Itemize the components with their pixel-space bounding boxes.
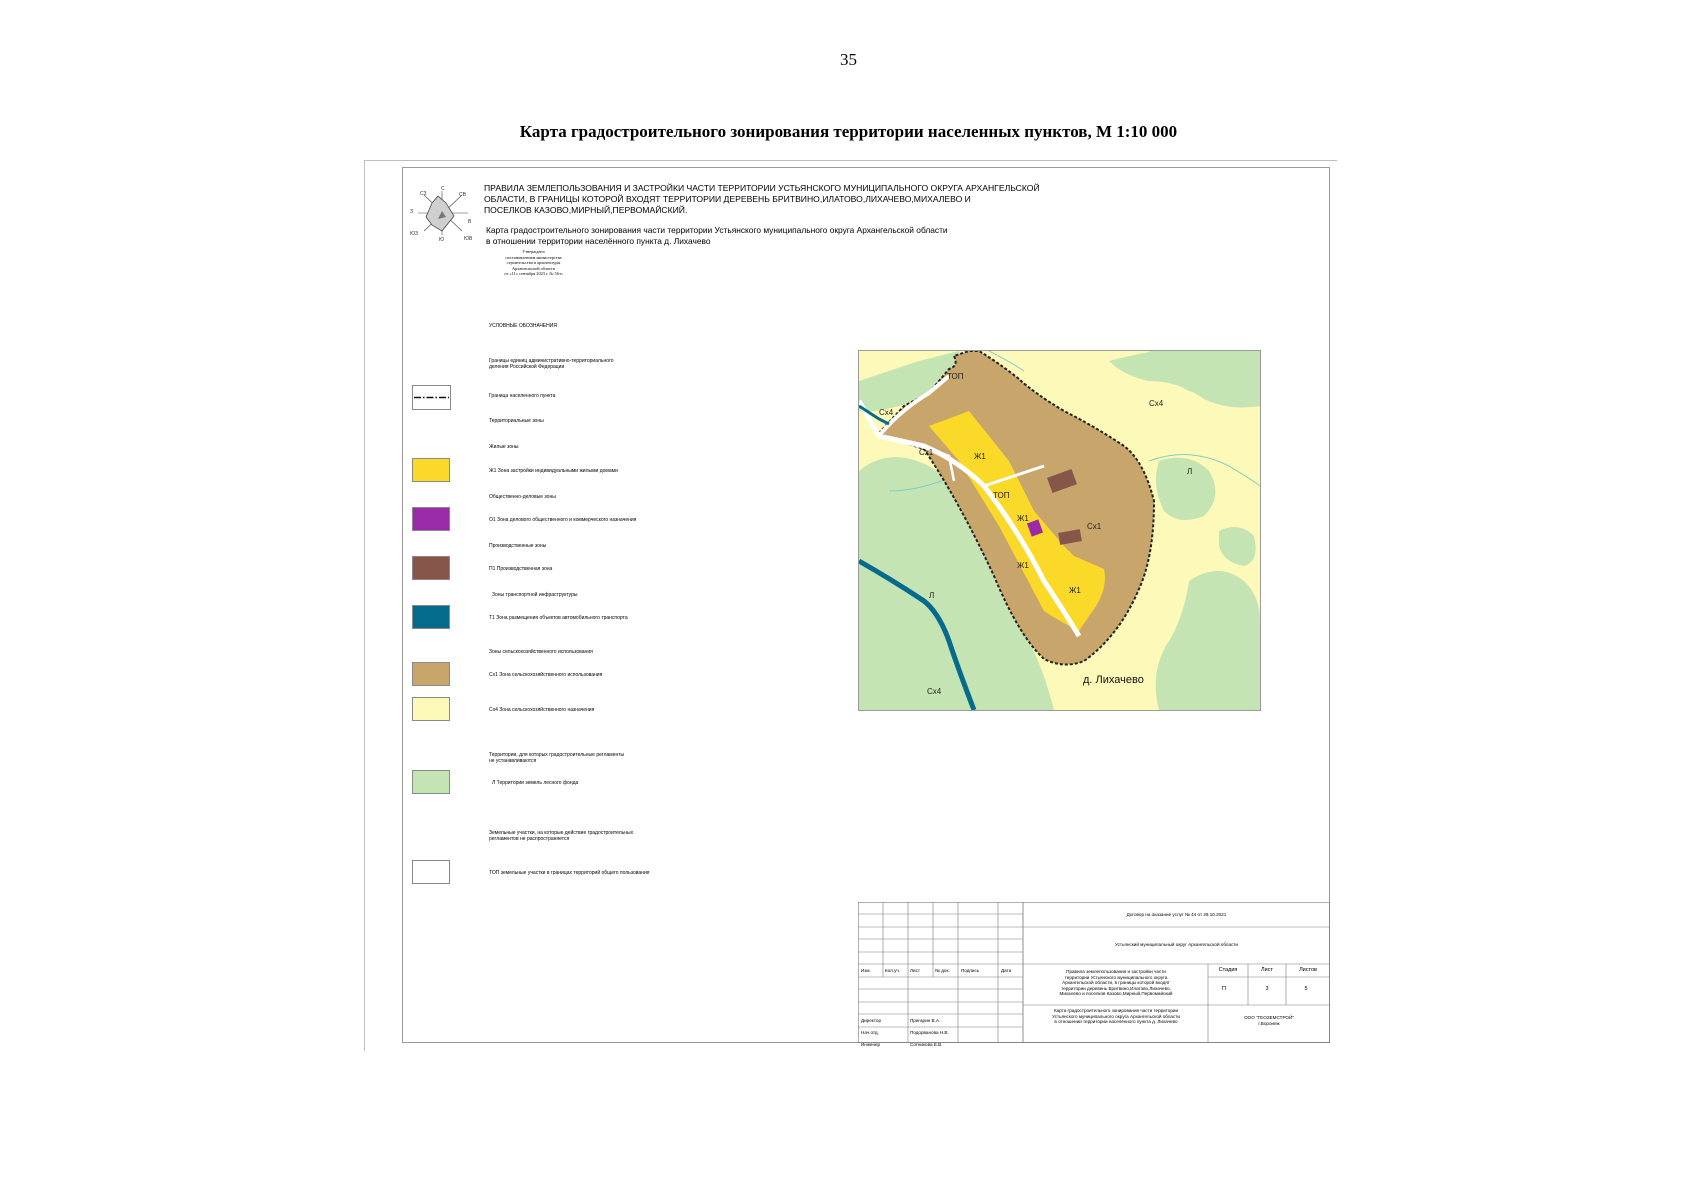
map-label: Сх1 bbox=[1087, 522, 1102, 531]
legend-text: регламентов не распространяется bbox=[489, 836, 570, 842]
map-label: ТОП bbox=[993, 491, 1010, 500]
compass-e: В bbox=[468, 219, 472, 225]
project-title-line: Правила землепользования и застройки части bbox=[1066, 969, 1166, 974]
district-text: Устьянский муниципальный округ Архангельской области bbox=[1115, 942, 1238, 947]
legend-text: Территории, для которых градостроительные регламенты bbox=[489, 752, 625, 758]
name-director: Пригарин В.А. bbox=[910, 1018, 941, 1023]
legend-not-applied bbox=[489, 830, 633, 842]
legend-forest: Л Территории земель лесного фонда bbox=[492, 780, 579, 786]
legend-admin-boundaries bbox=[489, 358, 614, 370]
sheets-value: 5 bbox=[1304, 986, 1308, 992]
project-title bbox=[1026, 969, 1206, 997]
rules-title bbox=[484, 183, 1064, 216]
approval-line: Утверждено bbox=[522, 249, 545, 254]
name-head: Подорванова Н.В. bbox=[910, 1030, 949, 1035]
col-header-date: Дата bbox=[1001, 968, 1012, 973]
legend-text: деления Российской Федерации bbox=[489, 364, 565, 370]
sheets-header: Листов bbox=[1299, 967, 1317, 973]
approval-line: от «11» сентября 2023 г. № 56-п bbox=[504, 271, 563, 277]
compass-rose-icon bbox=[408, 183, 478, 245]
compass-nw: СЗ bbox=[420, 191, 427, 197]
village-label: д. Лихачево bbox=[1083, 674, 1144, 686]
map-title-stamp bbox=[1026, 1008, 1206, 1025]
rules-title-line: ОБЛАСТИ, В ГРАНИЦЫ КОТОРОЙ ВХОДЯТ ТЕРРИТОРИИ ДЕРЕВЕНЬ БРИТВИНО,ИЛАТОВО,ЛИХАЧЕВО,МИХАЛЕВО И bbox=[484, 194, 971, 204]
compass-ne: СВ bbox=[459, 192, 466, 198]
legend-sx4: Сх4 Зона сельскохозяйственного назначения bbox=[489, 707, 595, 713]
legend-text: Земельные участки, на которые действие градостроительных bbox=[489, 830, 634, 836]
map-label: Ж1 bbox=[1017, 561, 1029, 570]
page-title: Карта градостроительного зонирования территории населенных пунктов, М 1:10 000 bbox=[519, 122, 1178, 141]
legend-production-zones: Производственные зоны bbox=[489, 543, 547, 549]
legend-public-business-zones: Общественно-деловые зоны bbox=[489, 494, 556, 500]
swatch-t1 bbox=[412, 605, 450, 629]
project-title-line: территории деревень Бритвино,Илатово,Лихачево, bbox=[1061, 985, 1171, 991]
compass-s: Ю bbox=[439, 237, 445, 243]
legend-text: не устанавливаются bbox=[489, 758, 537, 764]
map-label: Ж1 bbox=[974, 452, 986, 461]
swatch-p1 bbox=[412, 556, 450, 580]
col-header-count: Кол.уч. bbox=[885, 968, 901, 973]
legend-sx1: Сх1 Зона сельскохозяйственного использования bbox=[489, 672, 603, 678]
map-subtitle-line: в отношении территории населённого пункта д. Лихачево bbox=[486, 235, 711, 246]
legend-residential-zones: Жилые зоны bbox=[489, 444, 519, 450]
swatch-forest bbox=[412, 770, 450, 794]
col-header-signature: Подпись bbox=[961, 968, 980, 973]
organization-line: г.Воронеж bbox=[1258, 1020, 1280, 1026]
legend-heading: УСЛОВНЫЕ ОБОЗНАЧЕНИЯ bbox=[489, 323, 557, 329]
map-label: Ж1 bbox=[1069, 586, 1081, 595]
approval-line: постановлением министерства bbox=[505, 254, 562, 260]
settlement-boundary-swatch bbox=[412, 385, 451, 410]
map-label: Л bbox=[929, 591, 935, 600]
map-label: Л bbox=[1187, 467, 1193, 476]
swatch-sx1 bbox=[412, 662, 450, 686]
compass-sw: ЮЗ bbox=[410, 231, 419, 237]
sheet-header: Лист bbox=[1261, 967, 1273, 973]
approval-line: Архангельской области bbox=[512, 265, 555, 271]
zoning-map[interactable] bbox=[858, 350, 1261, 711]
swatch-zh1 bbox=[412, 458, 450, 482]
map-label: Ж1 bbox=[1017, 514, 1029, 523]
swatch-o1 bbox=[412, 507, 450, 531]
page-number: 35 bbox=[840, 50, 857, 69]
title-block bbox=[858, 902, 1330, 1047]
rules-title-line: ПРАВИЛА ЗЕМЛЕПОЛЬЗОВАНИЯ И ЗАСТРОЙКИ ЧАСТИ ТЕРРИТОРИИ УСТЬЯНСКОГО МУНИЦИПАЛЬНОГО ОКРУГА АРХАНГЕЛЬСКОЙ bbox=[484, 183, 1040, 193]
col-header-change: Изм. bbox=[861, 968, 871, 973]
contract-text: Договор на оказание услуг № 44 от 29.10.2021 bbox=[1126, 912, 1227, 917]
project-title-line: территории Устьянского муниципального округа bbox=[1064, 974, 1168, 980]
map-subtitle bbox=[486, 225, 1006, 246]
col-header-sheet: Лист bbox=[910, 968, 920, 973]
map-title-line: в отношении территории населённого пункта д. Лихачево bbox=[1054, 1019, 1178, 1025]
legend-transport-zones: Зоны транспортной инфраструктуры bbox=[492, 592, 578, 598]
legend-agri-zones: Зоны сельскохозяйственного использования bbox=[489, 649, 593, 655]
legend-text: Границы единиц административно-территориального bbox=[489, 358, 614, 364]
compass-se: ЮВ bbox=[464, 236, 473, 242]
legend-o1: О1 Зона делового общественного и коммерческого назначения bbox=[489, 517, 637, 523]
sheet-value: 3 bbox=[1265, 986, 1269, 992]
legend-zh1: Ж1 Зона застройки индивидуальными жилыми домами bbox=[489, 468, 618, 474]
project-title-line: Архангельской области, в границы которой входят bbox=[1062, 980, 1170, 986]
rules-title-line: ПОСЕЛКОВ КАЗОВО,МИРНЫЙ,ПЕРВОМАЙСКИЙ. bbox=[484, 205, 688, 215]
name-engineer: Сотникова Е.В. bbox=[910, 1042, 943, 1047]
map-label: Сх4 bbox=[927, 687, 942, 696]
project-title-line: Михалево и поселков Казово,Мирный,Первомайский bbox=[1059, 991, 1173, 997]
swatch-top bbox=[412, 860, 450, 884]
map-subtitle-line: Карта градостроительного зонирования части территории Устьянского муниципального округа Архангельской области bbox=[486, 225, 948, 235]
legend-top: ТОП земельные участки в границах территорий общего пользования bbox=[489, 870, 650, 876]
col-header-doc: № док. bbox=[935, 968, 950, 973]
role-engineer: Инженер bbox=[861, 1042, 881, 1047]
organization-line: ООО "ГЕОЗЕМСТРОЙ" bbox=[1244, 1015, 1294, 1020]
stage-header: Стадия bbox=[1218, 967, 1238, 973]
map-label: Сх4 bbox=[879, 408, 894, 417]
organization bbox=[1208, 1015, 1330, 1026]
legend-t1: Т1 Зона размещения объектов автомобильного транспорта bbox=[489, 615, 628, 621]
approval-line: строительства и архитектуры bbox=[506, 260, 561, 266]
role-director: Директор bbox=[861, 1018, 882, 1023]
map-label: Сх1 bbox=[919, 448, 934, 457]
compass-n: С bbox=[441, 186, 445, 192]
map-title-line: Устьянского муниципального округа Архангельской области bbox=[1052, 1013, 1180, 1019]
legend-settlement-boundary: Граница населенного пункта bbox=[489, 393, 556, 399]
map-label: Сх4 bbox=[1149, 399, 1164, 408]
map-label: ТОП bbox=[947, 372, 964, 381]
stage-value: П bbox=[1222, 986, 1226, 992]
legend-no-regulations bbox=[489, 752, 624, 764]
approval-note bbox=[486, 249, 581, 277]
compass-w: З bbox=[410, 209, 414, 215]
legend-territorial-zones: Территориальные зоны bbox=[489, 418, 544, 424]
role-head: Нач.отд. bbox=[861, 1030, 879, 1035]
swatch-sx4 bbox=[412, 697, 450, 721]
map-title-line: Карта градостроительного зонирования части территории bbox=[1053, 1008, 1179, 1013]
legend-p1: П1 Производственная зона bbox=[489, 566, 553, 572]
